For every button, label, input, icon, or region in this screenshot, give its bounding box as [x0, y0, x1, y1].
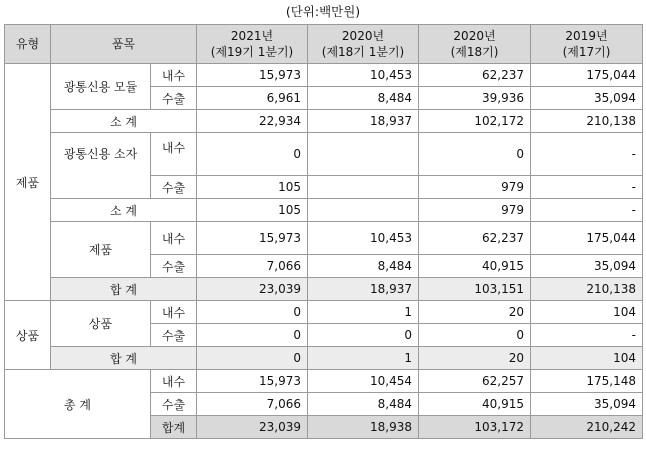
value-cell	[308, 133, 419, 176]
header-col-2021q1: 2021년 (제19기 1분기)	[197, 25, 308, 64]
domestic-label: 내수	[151, 222, 197, 255]
value-cell	[308, 199, 419, 222]
value-cell: 104	[531, 301, 643, 324]
table-row	[5, 64, 643, 87]
type-products-cell: 제품	[5, 64, 51, 301]
subtotal-label: 소 계	[51, 199, 197, 222]
value-cell: 979	[419, 199, 531, 222]
item-product-cell: 제품	[51, 222, 151, 278]
total-row	[5, 347, 643, 370]
domestic-label: 내수	[151, 133, 197, 176]
value-cell: 175,044	[531, 222, 643, 255]
export-label: 수출	[151, 393, 197, 416]
value-cell: 103,172	[419, 416, 531, 439]
table-row	[5, 133, 643, 176]
total-label: 합 계	[51, 278, 197, 301]
value-cell: -	[531, 176, 643, 199]
domestic-label: 내수	[151, 301, 197, 324]
value-cell: 20	[419, 347, 531, 370]
table-row	[5, 370, 643, 393]
header-type: 유형	[5, 25, 51, 64]
subtotal-row	[5, 110, 643, 133]
export-label: 수출	[151, 87, 197, 110]
value-cell: 22,934	[197, 110, 308, 133]
value-cell: 210,138	[531, 278, 643, 301]
value-cell: 39,936	[419, 87, 531, 110]
value-cell: 0	[308, 324, 419, 347]
item-goods-cell: 상품	[51, 301, 151, 347]
header-col-2019: 2019년 (제17기)	[531, 25, 643, 64]
value-cell: 62,237	[419, 222, 531, 255]
value-cell: 7,066	[197, 393, 308, 416]
value-cell: 210,138	[531, 110, 643, 133]
value-cell: 15,973	[197, 64, 308, 87]
value-cell: 10,454	[308, 370, 419, 393]
value-cell: 62,237	[419, 64, 531, 87]
value-cell: 20	[419, 301, 531, 324]
header-row	[5, 25, 643, 64]
value-cell: 103,151	[419, 278, 531, 301]
value-cell: 15,973	[197, 222, 308, 255]
total-row	[5, 278, 643, 301]
value-cell: 15,973	[197, 370, 308, 393]
header-col-2020q1: 2020년 (제18기 1분기)	[308, 25, 419, 64]
value-cell: -	[531, 324, 643, 347]
value-cell: 10,453	[308, 222, 419, 255]
value-cell: 8,484	[308, 255, 419, 278]
value-cell: 23,039	[197, 278, 308, 301]
value-cell: 40,915	[419, 393, 531, 416]
value-cell: 35,094	[531, 255, 643, 278]
value-cell: 1	[308, 301, 419, 324]
value-cell: -	[531, 199, 643, 222]
item-module-cell: 광통신용 모듈	[51, 64, 151, 110]
table-row	[5, 301, 643, 324]
grand-total-label: 총 계	[5, 370, 151, 439]
total-label: 합 계	[51, 347, 197, 370]
value-cell: -	[531, 133, 643, 176]
value-cell: 7,066	[197, 255, 308, 278]
unit-label: (단위:백만원)	[285, 4, 361, 19]
value-cell: 0	[419, 324, 531, 347]
value-cell: 18,937	[308, 278, 419, 301]
value-cell: 10,453	[308, 64, 419, 87]
value-cell: 175,148	[531, 370, 643, 393]
domestic-label: 내수	[151, 64, 197, 87]
header-item: 품목	[51, 25, 197, 64]
value-cell: 104	[531, 347, 643, 370]
value-cell: 1	[308, 347, 419, 370]
value-cell: 102,172	[419, 110, 531, 133]
value-cell: 0	[197, 301, 308, 324]
value-cell: 18,938	[308, 416, 419, 439]
sales-table	[4, 24, 643, 439]
value-cell: 210,242	[531, 416, 643, 439]
value-cell: 105	[197, 199, 308, 222]
export-label: 수출	[151, 176, 197, 199]
value-cell: 8,484	[308, 87, 419, 110]
value-cell: 8,484	[308, 393, 419, 416]
value-cell: 40,915	[419, 255, 531, 278]
value-cell: 23,039	[197, 416, 308, 439]
value-cell: 18,937	[308, 110, 419, 133]
subtotal-row	[5, 199, 643, 222]
value-cell: 0	[197, 133, 308, 176]
value-cell	[308, 176, 419, 199]
export-label: 수출	[151, 324, 197, 347]
value-cell: 0	[419, 133, 531, 176]
value-cell: 6,961	[197, 87, 308, 110]
value-cell: 62,257	[419, 370, 531, 393]
grand-total-sum-label: 합계	[151, 416, 197, 439]
value-cell: 175,044	[531, 64, 643, 87]
value-cell: 35,094	[531, 87, 643, 110]
value-cell: 0	[197, 347, 308, 370]
value-cell: 0	[197, 324, 308, 347]
item-device-cell: 광통신용 소자	[51, 133, 151, 199]
subtotal-label: 소 계	[51, 110, 197, 133]
header-col-2020: 2020년 (제18기)	[419, 25, 531, 64]
value-cell: 35,094	[531, 393, 643, 416]
type-goods-cell: 상품	[5, 301, 51, 370]
domestic-label: 내수	[151, 370, 197, 393]
export-label: 수출	[151, 255, 197, 278]
value-cell: 105	[197, 176, 308, 199]
value-cell: 979	[419, 176, 531, 199]
table-row	[5, 222, 643, 255]
